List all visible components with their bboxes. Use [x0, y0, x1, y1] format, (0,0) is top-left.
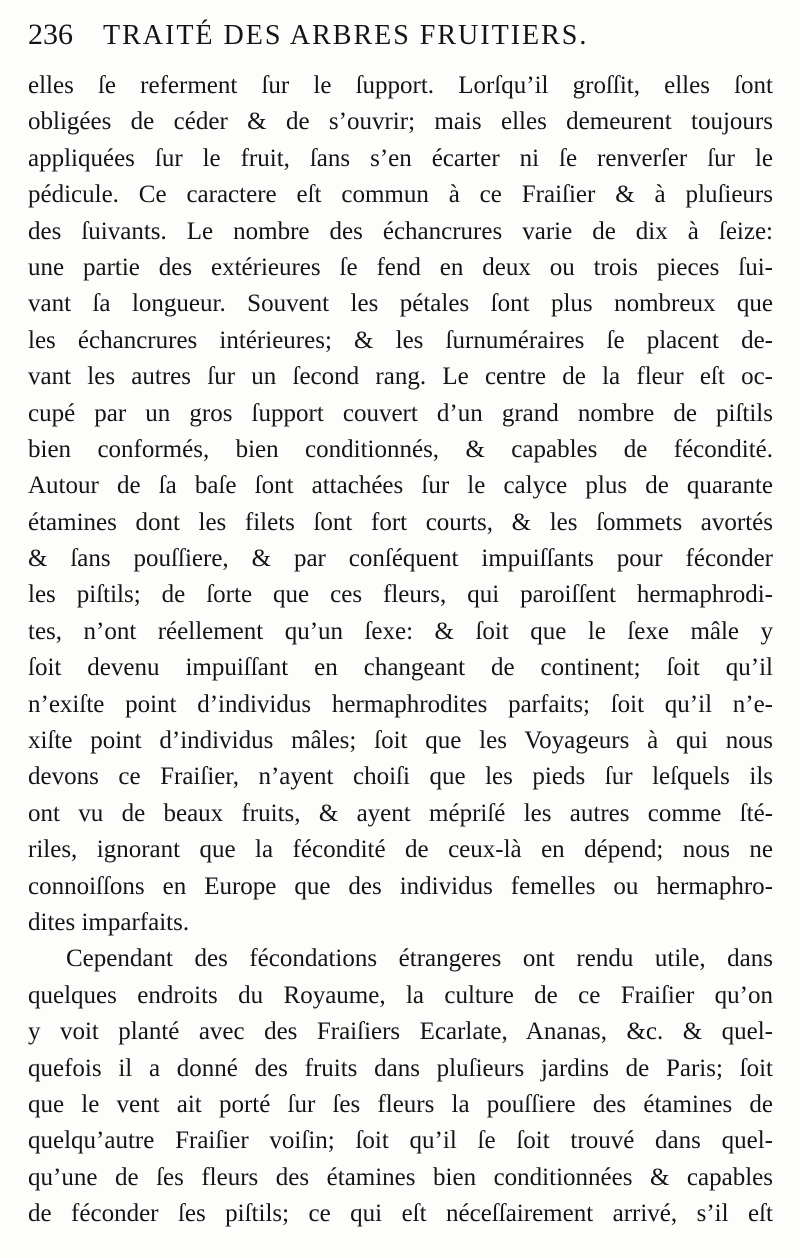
text-line: quelqu’autre Fraiſier voiſin; ſoit qu’il ſe ſoit trouvé dans quel- — [28, 1127, 773, 1155]
text-line: & ſans pouſſiere, & par conſéquent impuiſſants pour féconder — [28, 545, 773, 573]
text-line: y voit planté avec des Fraiſiers Ecarlate, Ananas, &c. & quel- — [28, 1018, 773, 1046]
text-line: obligées de céder & de s’ouvrir; mais elles demeurent toujours — [28, 108, 773, 136]
text-line: ont vu de beaux fruits, & ayent mépriſé les autres comme ſté- — [28, 799, 773, 827]
running-head — [28, 18, 768, 62]
paragraph-end-line: dites imparfaits. — [28, 908, 190, 936]
text-line: les échancrures intérieures; & les ſurnuméraires ſe placent de- — [28, 326, 773, 354]
text-line: bien conformés, bien conditionnés, & capables de fécondité. — [28, 435, 773, 463]
text-line: appliquées ſur le fruit, ſans s’en écarter ni ſe renverſer ſur le — [28, 144, 773, 172]
text-line: quefois il a donné des fruits dans pluſieurs jardins de Paris; ſoit — [28, 1054, 773, 1082]
text-line: connoiſſons en Europe que des individus femelles ou hermaphro- — [28, 872, 773, 900]
text-line: des ſuivants. Le nombre des échancrures varie de dix à ſeize: — [28, 217, 773, 245]
text-line: vant les autres ſur un ſecond rang. Le centre de la fleur eſt oc- — [28, 363, 773, 391]
text-line: pédicule. Ce caractere eſt commun à ce Fraiſier & à pluſieurs — [28, 181, 773, 209]
text-line: cupé par un gros ſupport couvert d’un grand nombre de piſtils — [28, 399, 773, 427]
text-line: étamines dont les filets ſont fort courts, & les ſommets avortés — [28, 508, 773, 536]
text-line: riles, ignorant que la fécondité de ceux-là en dépend; nous ne — [28, 836, 773, 864]
text-line: quelques endroits du Royaume, la culture de ce Fraiſier qu’on — [28, 981, 773, 1009]
paragraph-start-line: Cependant des fécondations étrangeres ont rendu utile, dans — [66, 945, 773, 973]
text-line: elles ſe referment ſur le ſupport. Lorſqu’il groſſit, elles ſont — [28, 72, 773, 99]
text-line: Autour de ſa baſe ſont attachées ſur le calyce plus de quarante — [28, 472, 773, 500]
running-title: TRAITÉ DES ARBRES FRUITIERS. — [103, 20, 589, 51]
text-line: de féconder ſes piſtils; ce qui eſt néceſſairement arrivé, s’il eſt — [28, 1200, 773, 1228]
text-line: que le vent ait porté ſur ſes fleurs la pouſſiere des étamines de — [28, 1090, 773, 1118]
text-line: n’exiſte point d’individus hermaphrodites parfaits; ſoit qu’il n’e- — [28, 690, 773, 718]
text-line: ſoit devenu impuiſſant en changeant de continent; ſoit qu’il — [28, 654, 773, 682]
body-text — [28, 68, 773, 1233]
text-line: les piſtils; de ſorte que ces fleurs, qui paroiſſent hermaphrodi- — [28, 581, 773, 609]
page-number: 236 — [28, 18, 73, 51]
text-line: une partie des extérieures ſe fend en deux ou trois pieces ſui- — [28, 253, 773, 281]
text-line: xiſte point d’individus mâles; ſoit que les Voyageurs à qui nous — [28, 727, 773, 755]
text-line: vant ſa longueur. Souvent les pétales ſont plus nombreux que — [28, 290, 773, 318]
text-line: devons ce Fraiſier, n’ayent choiſi que les pieds ſur leſquels ils — [28, 763, 773, 791]
text-line: tes, n’ont réellement qu’un ſexe: & ſoit que le ſexe mâle y — [28, 617, 773, 645]
text-line: qu’une de ſes fleurs des étamines bien conditionnées & capables — [28, 1163, 773, 1191]
